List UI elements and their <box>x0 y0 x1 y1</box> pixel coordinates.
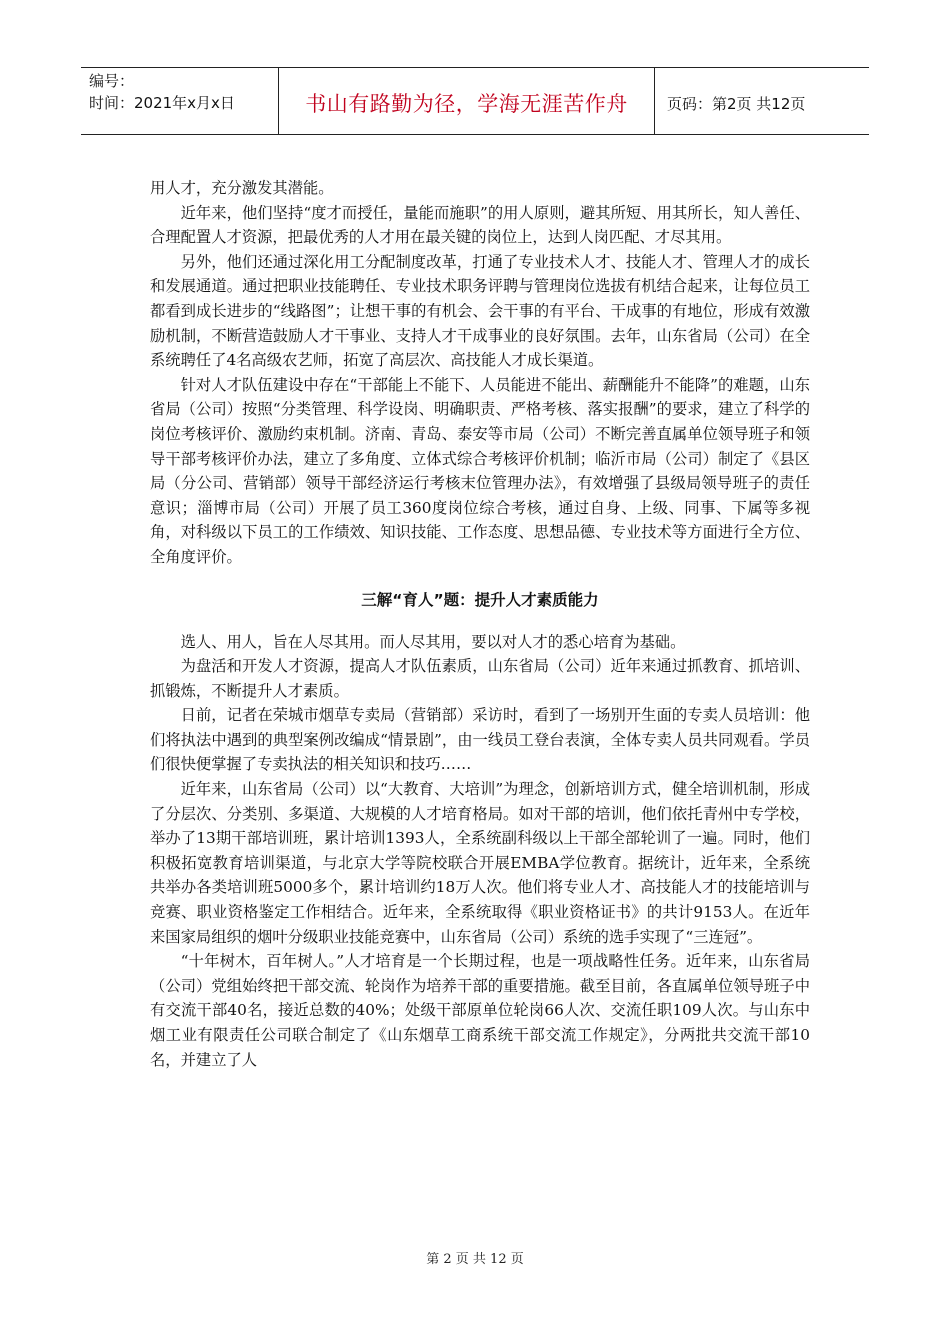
paragraph: 近年来，山东省局（公司）以“大教育、大培训”为理念，创新培训方式，健全培训机制，形成了分层次、分类别、多渠道、大规模的人才培育格局。如对干部的培训，他们依托青州中专学校，举办了13期干部培训班，累计培训1393人，全系统副科级以上干部全部轮训了一遍。同时，他们积极拓宽教育培训渠道，与北京大学等院校联合开展EMBA学位教育。据统计，近年来，全系统共举办各类培训班5000多个，累计培训约18万人次。他们将专业人才、高技能人才的技能培训与竞赛、职业资格鉴定工作相结合。近年来，全系统取得《职业资格证书》的共计9153人。在近年来国家局组织的烟叶分级职业技能竞赛中，山东省局（公司）系统的选手实现了“三连冠”。 <box>150 780 810 946</box>
paragraph: 针对人才队伍建设中存在“干部能上不能下、人员能进不能出、薪酬能升不能降”的难题，山东省局（公司）按照“分类管理、科学设岗、明确职责、严格考核、落实报酬”的要求，建立了科学的岗位考核评价、激励约束机制。济南、青岛、泰安等市局（公司）不断完善直属单位领导班子和领导干部考核评价办法，建立了多角度、立体式综合考核评价机制；临沂市局（公司）制定了《县区局（分公司、营销部）领导干部经济运行考核末位管理办法》，有效增强了县级局领导班子的责任意识；淄博市局（公司）开展了员工360度岗位综合考核，通过自身、上级、同事、下属等多视角，对科级以下员工的工作绩效、知识技能、工作态度、思想品德、专业技术等方面进行全方位、全角度评价。 <box>150 375 810 566</box>
document-number-label: 编号： <box>89 72 135 90</box>
page-header <box>81 67 869 135</box>
paragraph: 为盘活和开发人才资源，提高人才队伍素质，山东省局（公司）近年来通过抓教育、抓培训、抓锻炼，不断提升人才素质。 <box>150 657 810 700</box>
document-time-label: 时间：2021年x月x日 <box>89 94 235 112</box>
header-page-label: 页码：第2页 共12页 <box>667 94 806 113</box>
paragraph: 用人才，充分激发其潜能。 <box>150 179 334 197</box>
paragraph: 近年来，他们坚持“度才而授任，量能而施职”的用人原则，避其所短、用其所长，知人善任、合理配置人才资源，把最优秀的人才用在最关键的岗位上，达到人岗匹配、才尽其用。 <box>150 203 810 247</box>
header-motto: 书山有路勤为径，学海无涯苦作舟 <box>279 68 655 134</box>
paragraph: 选人、用人，旨在人尽其用。而人尽其用，要以对人才的悉心培育为基础。 <box>180 632 686 651</box>
paragraph: 日前，记者在荣城市烟草专卖局（营销部）采访时，看到了一场别开生面的专卖人员培训：他们将执法中遇到的典型案例改编成“情景剧”，由一线员工登台表演，全体专卖人员共同观看。学员们很快便掌握了专卖执法的相关知识和技巧…… <box>150 706 810 774</box>
document-body <box>150 176 810 1072</box>
paragraph: 另外，他们还通过深化用工分配制度改革，打通了专业技术人才、技能人才、管理人才的成长和发展通道。通过把职业技能聘任、专业技术职务评聘与管理岗位选拔有机结合起来，让每位员工都看到成长进步的“线路图”；让想干事的有机会、会干事的有平台、干成事的有地位，形成有效激励机制，不断营造鼓励人才干事业、支持人才干成事业的良好氛围。去年，山东省局（公司）在全系统聘任了4名高级农艺师，拓宽了高层次、高技能人才成长渠道。 <box>150 252 810 370</box>
paragraph: “十年树木，百年树人。”人才培育是一个长期过程，也是一项战略性任务。近年来，山东省局（公司）党组始终把干部交流、轮岗作为培养干部的重要措施。截至目前，各直属单位领导班子中有交流干部40名，接近总数的40%；处级干部原单位轮岗66人次、交流任职109人次。与山东中烟工业有限责任公司联合制定了《山东烟草工商系统干部交流工作规定》，分两批共交流干部10名，并建立了人 <box>150 952 810 1069</box>
header-meta <box>81 68 279 134</box>
page-footer: 第 2 页 共 12 页 <box>426 1252 524 1267</box>
section-heading: 三解“育人”题：提升人才素质能力 <box>361 590 599 609</box>
